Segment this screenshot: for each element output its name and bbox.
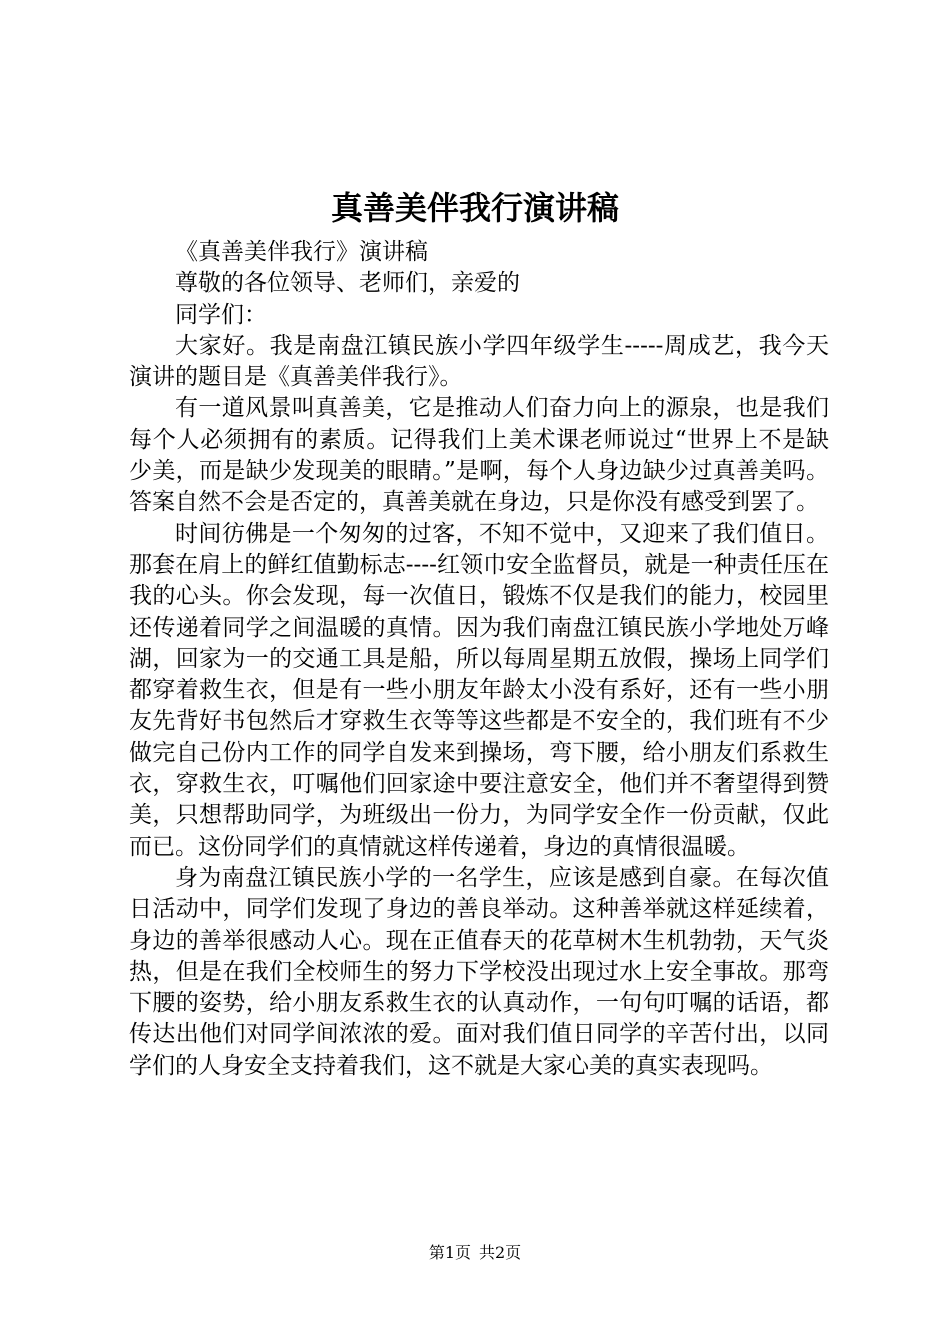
document-title: 真善美伴我行演讲稿 xyxy=(330,189,619,227)
body-paragraph: 有一道风景叫真善美，它是推动人们奋力向上的源泉，也是我们每个人必须拥有的素质。记得我们上美术课老师说过“世界上不是缺少美，而是缺少发现美的眼睛。”是啊，每个人身边缺少过真善美吗。答案自然不会是否定的，真善美就在身边，只是你没有感受到罢了。 xyxy=(129,395,829,516)
salutation-line-continued: 同学们： xyxy=(175,301,267,328)
page-total: 共2页 xyxy=(479,1243,522,1262)
page-number: 第1页 xyxy=(428,1243,471,1262)
salutation-line: 尊敬的各位领导、老师们，亲爱的 xyxy=(175,270,520,297)
subtitle-line: 《真善美伴我行》演讲稿 xyxy=(175,239,428,265)
document-body xyxy=(129,237,829,1082)
page-footer xyxy=(0,1242,950,1264)
body-paragraph: 大家好。我是南盘江镇民族小学四年级学生-----周成艺，我今天演讲的题目是《真善美伴我行》。 xyxy=(129,332,829,391)
body-paragraph: 身为南盘江镇民族小学的一名学生，应该是感到自豪。在每次值日活动中，同学们发现了身边的善良举动。这种善举就这样延续着，身边的善举很感动人心。现在正值春天的花草树木生机勃勃，天气炎热，但是在我们全校师生的努力下学校没出现过水上安全事故。那弯下腰的姿势，给小朋友系救生衣的认真动作，一句句叮嘱的话语，都传达出他们对同学间浓浓的爱。面对我们值日同学的辛苦付出，以同学们的人身安全支持着我们，这不就是大家心美的真实表现吗。 xyxy=(129,864,829,1079)
body-paragraph: 时间彷佛是一个匆匆的过客，不知不觉中，又迎来了我们值日。那套在肩上的鲜红值勤标志----红领巾安全监督员，就是一种责任压在我的心头。你会发现，每一次值日，锻炼不仅是我们的能力，校园里还传递着同学之间温暖的真情。因为我们南盘江镇民族小学地处万峰湖，回家为一的交通工具是船，所以每周星期五放假，操场上同学们都穿着救生衣，但是有一些小朋友年龄太小没有系好，还有一些小朋友先背好书包然后才穿救生衣等等这些都是不安全的，我们班有不少做完自己份内工作的同学自发来到操场，弯下腰，给小朋友们系救生衣，穿救生衣，叮嘱他们回家途中要注意安全，他们并不奢望得到赞美，只想帮助同学，为班级出一份力，为同学安全作一份贡献，仅此而已。这份同学们的真情就这样传递着，身边的真情很温暖。 xyxy=(129,520,829,860)
